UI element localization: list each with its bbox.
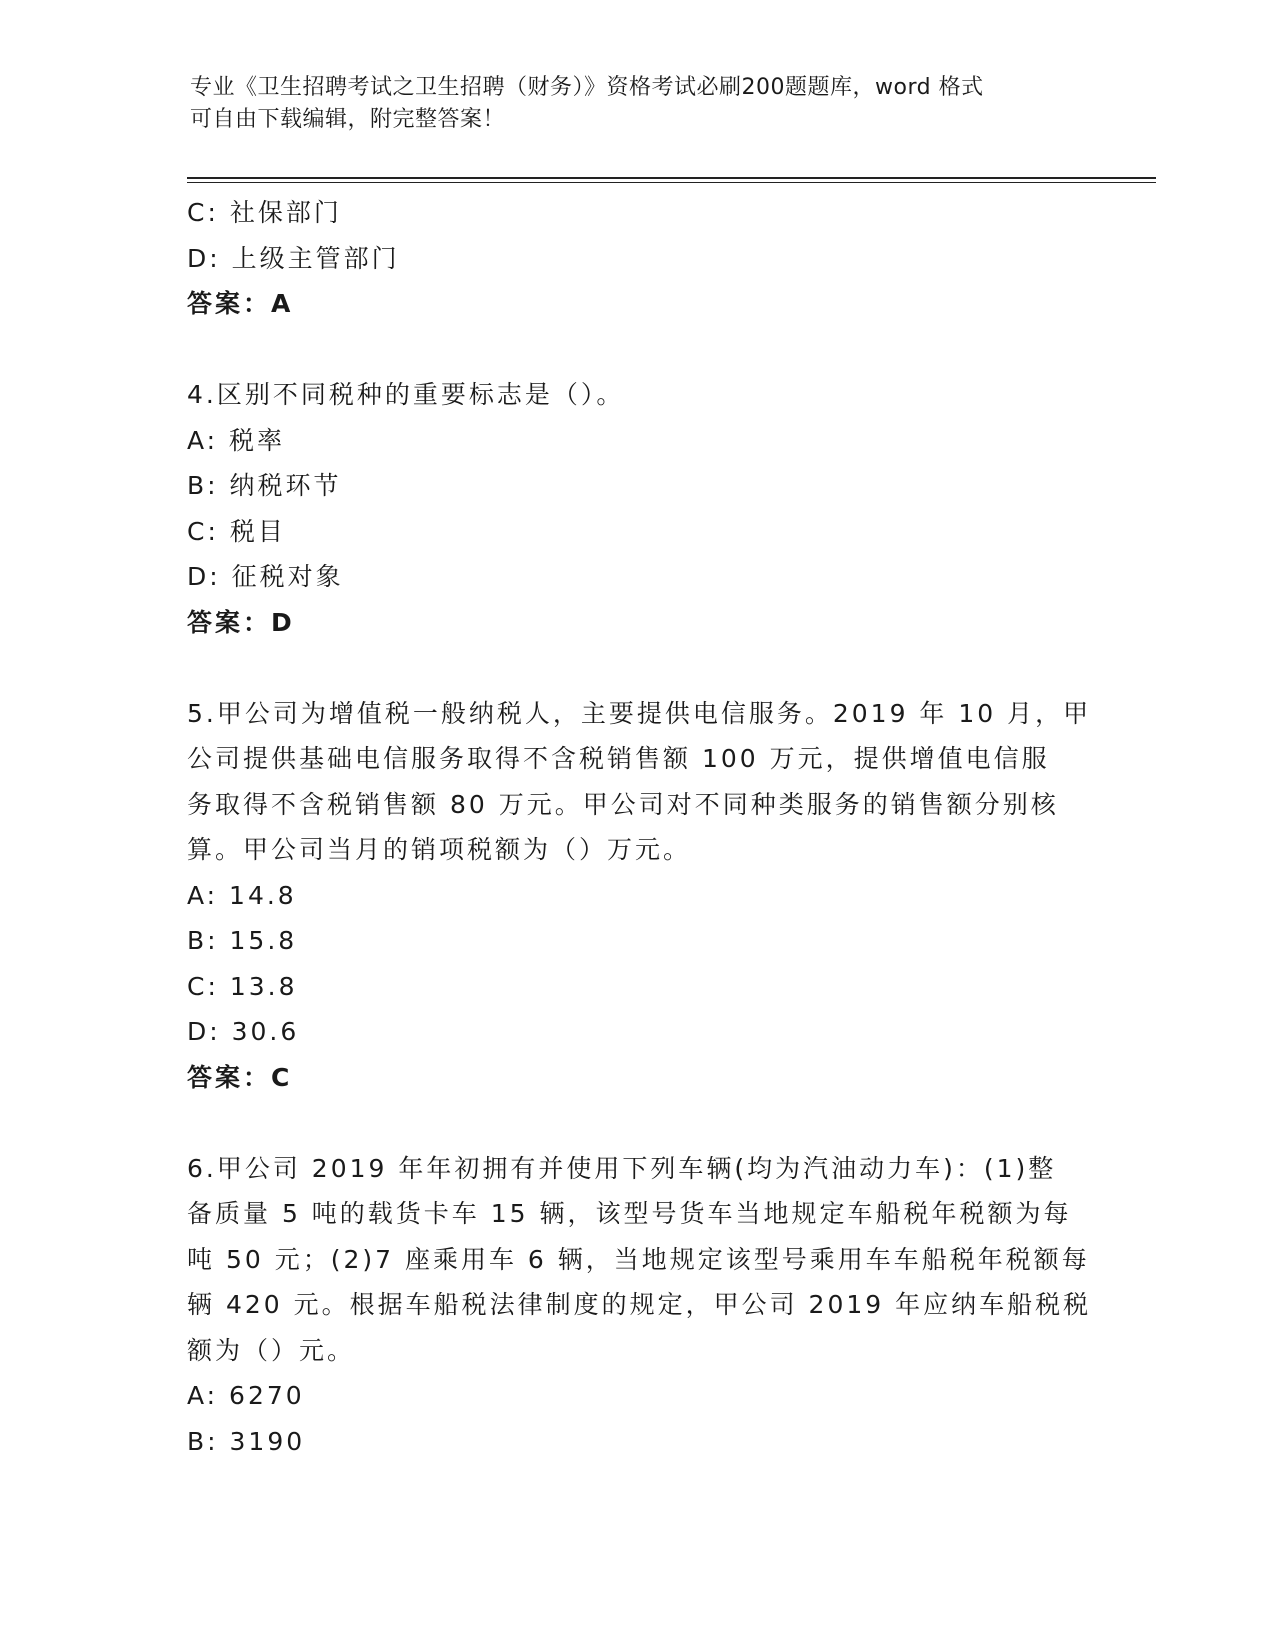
question-3 [187,190,1087,327]
question-stem-line: 务取得不含税销售额 80 万元。甲公司对不同种类服务的销售额分别核 [187,789,1059,819]
header-rule-thin [187,182,1156,183]
option-a: A: 14.8 [187,880,297,910]
option-b: B: 3190 [187,1426,306,1456]
question-stem-line: 吨 50 元；(2)7 座乘用车 6 辆，当地规定该型号乘用车车船税年税额每 [187,1244,1090,1274]
question-stem-line: 备质量 5 吨的载货卡车 15 辆，该型号货车当地规定车船税年税额为每 [187,1199,1072,1228]
question-4 [187,372,1087,645]
header-line-2: 可自由下载编辑，附完整答案！ [190,107,506,132]
question-stem-line: 公司提供基础电信服务取得不含税销售额 100 万元，提供增值电信服 [187,744,1050,773]
option-b: B: 15.8 [187,926,298,955]
option-a: A: 税率 [187,425,286,455]
answer-line: 答案：C [187,1062,293,1092]
document-header [190,72,1090,136]
option-c: C: 13.8 [187,971,298,1001]
question-gap [187,327,1087,373]
answer-line: 答案：D [187,607,295,637]
question-stem: 4.区别不同税种的重要标志是（）。 [187,380,625,409]
question-stem-line: 5.甲公司为增值税一般纳税人，主要提供电信服务。2019 年 10 月，甲 [187,698,1092,728]
question-gap [187,645,1087,691]
header-rule-thick [187,177,1156,179]
option-d: D: 30.6 [187,1017,300,1046]
question-5 [187,691,1092,1101]
question-stem-line: 额为（）元。 [187,1335,356,1365]
option-a: A: 6270 [187,1381,305,1410]
option-d: D: 征税对象 [187,562,344,591]
option-d: D: 上级主管部门 [187,243,400,273]
answer-line: 答案：A [187,289,294,318]
option-c: C: 税目 [187,516,286,546]
option-c: C: 社保部门 [187,198,342,227]
header-line-1: 专业《卫生招聘考试之卫生招聘（财务）》资格考试必刷200题题库，word 格式 [190,75,984,100]
document-body [187,190,1092,1464]
question-gap [187,1100,1087,1146]
question-6 [187,1146,1092,1465]
option-b: B: 纳税环节 [187,471,342,500]
question-stem-line: 6.甲公司 2019 年年初拥有并使用下列车辆(均为汽油动力车)：(1)整 [187,1153,1057,1183]
question-stem-line: 算。甲公司当月的销项税额为（）万元。 [187,835,692,864]
question-stem-line: 辆 420 元。根据车船税法律制度的规定，甲公司 2019 年应纳车船税税 [187,1290,1092,1319]
